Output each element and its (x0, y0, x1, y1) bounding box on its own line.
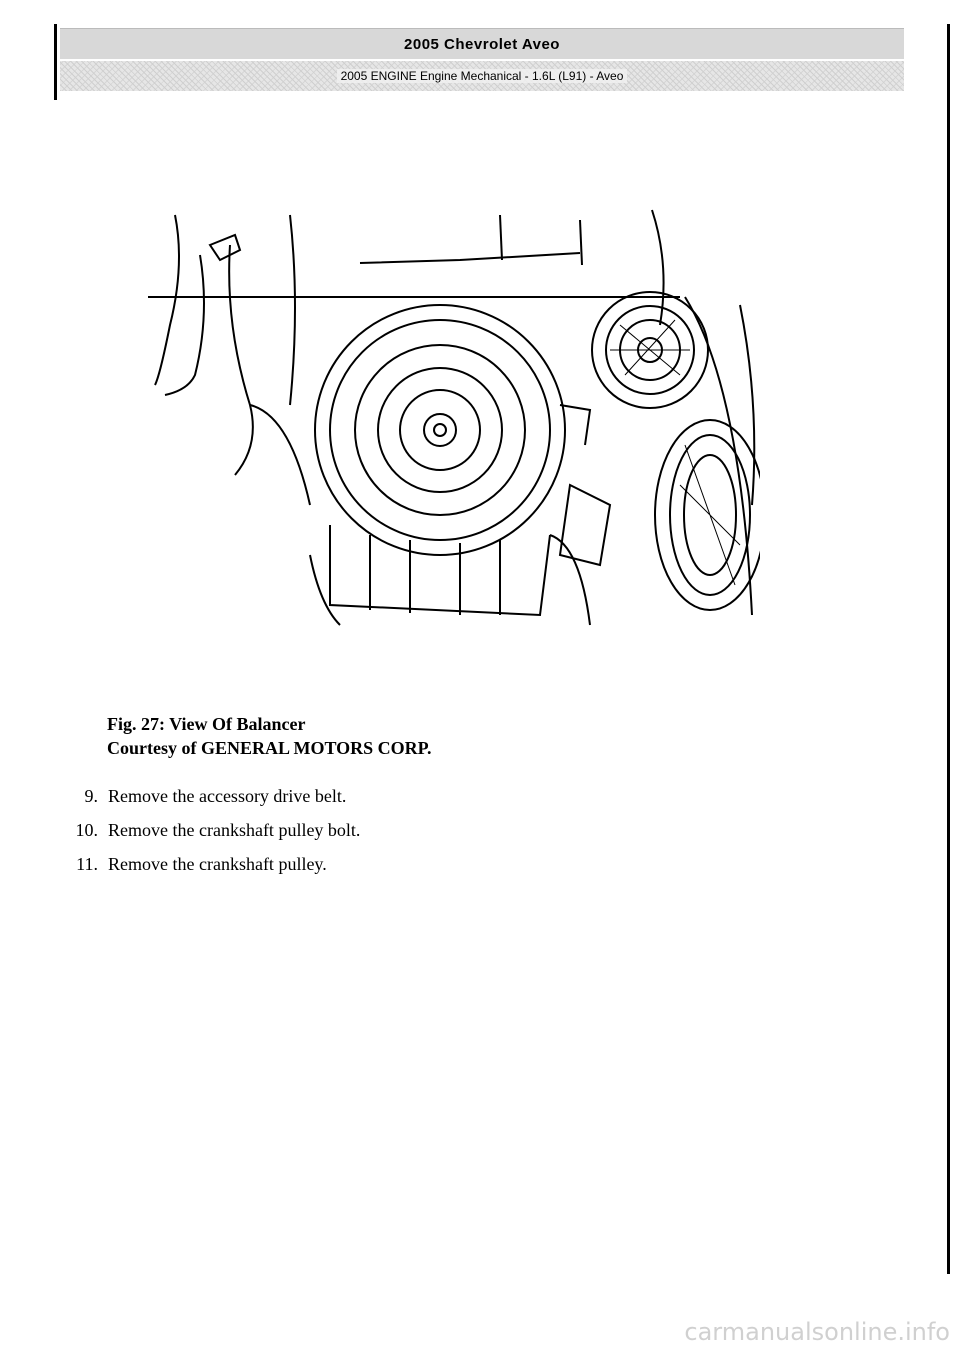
step-text: Remove the crankshaft pulley bolt. (108, 820, 361, 840)
step-number: 11. (76, 854, 98, 874)
list-item (50, 854, 360, 888)
step-text: Remove the accessory drive belt. (108, 786, 347, 806)
step-number: 9. (84, 786, 98, 806)
figure-caption (107, 712, 432, 760)
header-subtitle-bar (60, 61, 904, 91)
caption-credit: Courtesy of GENERAL MOTORS CORP. (107, 738, 432, 758)
watermark: carmanualsonline.info (684, 1318, 950, 1346)
header-left-border (54, 24, 57, 100)
list-item (50, 786, 360, 820)
header-subtitle: 2005 ENGINE Engine Mechanical - 1.6L (L91) - Aveo (337, 69, 628, 83)
document-header (60, 28, 904, 99)
balancer-illustration (140, 205, 760, 635)
caption-title: Fig. 27: View Of Balancer (107, 714, 306, 734)
step-number: 10. (75, 820, 98, 840)
step-text: Remove the crankshaft pulley. (108, 854, 327, 874)
procedure-steps (50, 786, 360, 888)
page-right-border (947, 24, 950, 1274)
list-item (50, 820, 360, 854)
header-title: 2005 Chevrolet Aveo (60, 29, 904, 59)
